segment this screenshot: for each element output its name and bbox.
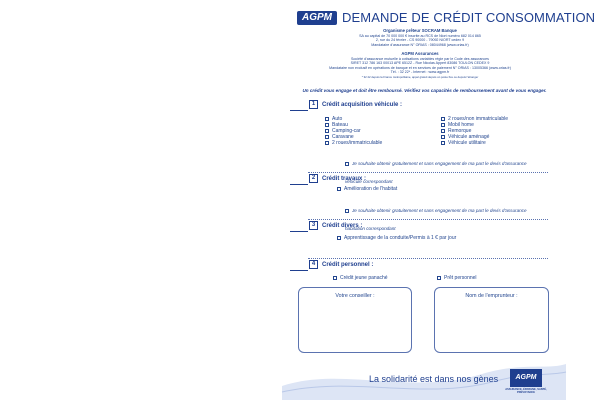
lender-block (290, 29, 550, 47)
credit-warning: Un crédit vous engage et doit être remboursé. Vérifiez vos capacités de remboursement avant de vous engager. (302, 88, 547, 93)
option-label: 2 roues/non immatriculable (448, 116, 509, 122)
checkbox-amelioration-habitat[interactable] (337, 186, 397, 192)
checkbox-icon[interactable] (441, 117, 445, 121)
checkbox-icon[interactable] (345, 209, 349, 213)
agent-heading: AGPM Assurances (401, 51, 439, 56)
section-title: Crédit divers : (322, 223, 363, 230)
agent-line: Tél. : 32 22* - Internet : www.agpm.fr (390, 70, 450, 74)
section-title: Crédit acquisition véhicule : (322, 102, 403, 109)
checkbox-icon[interactable] (337, 187, 341, 191)
option-label: Apprentissage de la conduite/Permis à 1 € par jour (344, 235, 457, 241)
option-label: 2 roues/immatriculable (332, 140, 383, 146)
slogan: La solidarité est dans nos gènes (369, 374, 499, 384)
option-label: Véhicule utilitaire (448, 140, 486, 146)
lender-line: SA au capital de 70 000 000 € inscrite au RCS de Niort numéro 682 014 865 (359, 33, 481, 38)
vehicle-insurance-quote[interactable] (345, 152, 535, 188)
section-rule (290, 231, 308, 232)
agpm-logo: AGPM (297, 11, 337, 25)
section-number: 3 (309, 221, 318, 230)
section-divider (308, 172, 548, 173)
checkbox-icon[interactable] (333, 276, 337, 280)
agent-block (290, 52, 550, 79)
option-label: Bateau (332, 122, 348, 128)
advisor-label: Votre conseiller : (335, 293, 375, 299)
vehicle-options-left (325, 116, 382, 146)
quote-note: Je souhaite obtenir gratuitement et sans engagement de ma part le devis d'assurance habitation correspondant (345, 208, 527, 231)
quote-note: Je souhaite obtenir gratuitement et sans engagement de ma part le devis d'assurance véhicule correspondant (345, 161, 527, 184)
checkbox-icon[interactable] (441, 129, 445, 133)
section-rule (290, 184, 308, 185)
agent-line: SIRET 312 786 163 00013 APE 6512Z - Rue Nicolas Appert 83086 TOULON CEDEX 9 (350, 61, 490, 65)
checkbox-credit-jeune[interactable] (333, 275, 388, 281)
section-number: 1 (309, 100, 318, 109)
checkbox-icon[interactable] (337, 236, 341, 240)
lender-heading: Organisme prêteur SOCRAM Banque (383, 28, 457, 33)
advisor-panel[interactable] (298, 287, 412, 353)
checkbox-icon[interactable] (441, 141, 445, 145)
lender-line: Mandataire d'assurance N° ORIAS : 08044968 (www.orias.fr) (371, 42, 469, 47)
checkbox-icon[interactable] (325, 123, 329, 127)
section-number: 2 (309, 174, 318, 183)
option-label: Amélioration de l'habitat (344, 186, 398, 192)
section-rule (290, 270, 308, 271)
section-works-heading (309, 174, 366, 183)
agent-line: * 32 22 depuis la France métropolitaine, appel gratuit depuis un poste fixe ou depuis l'étranger (361, 74, 479, 79)
checkbox-2-roues-immatriculable[interactable] (325, 140, 382, 146)
section-divider (308, 219, 548, 220)
agent-line: Société d'assurance mutuelle à cotisations variables régie par le Code des assurances (351, 56, 489, 61)
checkbox-vehicule-utilitaire[interactable] (441, 140, 508, 146)
option-label: Véhicule aménagé (448, 134, 490, 140)
checkbox-icon[interactable] (441, 135, 445, 139)
home-insurance-quote[interactable] (345, 199, 535, 235)
section-vehicle-heading (309, 100, 402, 109)
option-label: Camping-car (332, 128, 361, 134)
vehicle-options-right (441, 116, 508, 146)
section-divider (308, 258, 548, 259)
option-label: Mobil home (448, 122, 474, 128)
checkbox-icon[interactable] (345, 162, 349, 166)
checkbox-icon[interactable] (325, 135, 329, 139)
checkbox-permis[interactable] (337, 235, 456, 241)
page-title: DEMANDE DE CRÉDIT CONSOMMATION (342, 10, 595, 25)
option-label: Prêt personnel (444, 275, 477, 281)
section-number: 4 (309, 260, 318, 269)
lender-line: 2, rue du 24 février - CS 90000 - 79092 NIORT cedex 9 (375, 38, 465, 42)
checkbox-icon[interactable] (325, 117, 329, 121)
section-personal-heading (309, 260, 373, 269)
checkbox-icon[interactable] (325, 129, 329, 133)
option-label: Remorque (448, 128, 472, 134)
section-title: Crédit travaux : (322, 176, 367, 183)
section-title: Crédit personnel : (322, 262, 374, 269)
footer-logo: AGPM (510, 369, 542, 387)
option-label: Caravane (332, 134, 354, 140)
section-misc-heading (309, 221, 362, 230)
checkbox-icon[interactable] (441, 123, 445, 127)
section-rule (290, 110, 308, 111)
agent-line: Mandataire non exclusif en opérations de banque et en services de paiement N° ORIAS : 13005366 (www.orias.fr) (329, 65, 511, 70)
checkbox-pret-personnel[interactable] (437, 275, 477, 281)
footer-logo-subtitle: ASSURANCE, ÉPARGNE, SANTÉ, PRÉVOYANCE (505, 388, 547, 394)
option-label: Crédit jeune panaché (340, 275, 388, 281)
borrower-panel[interactable] (434, 287, 549, 353)
borrower-label: Nom de l'emprunteur : (465, 293, 518, 299)
option-label: Auto (332, 116, 343, 122)
checkbox-icon[interactable] (325, 141, 329, 145)
checkbox-icon[interactable] (437, 276, 441, 280)
